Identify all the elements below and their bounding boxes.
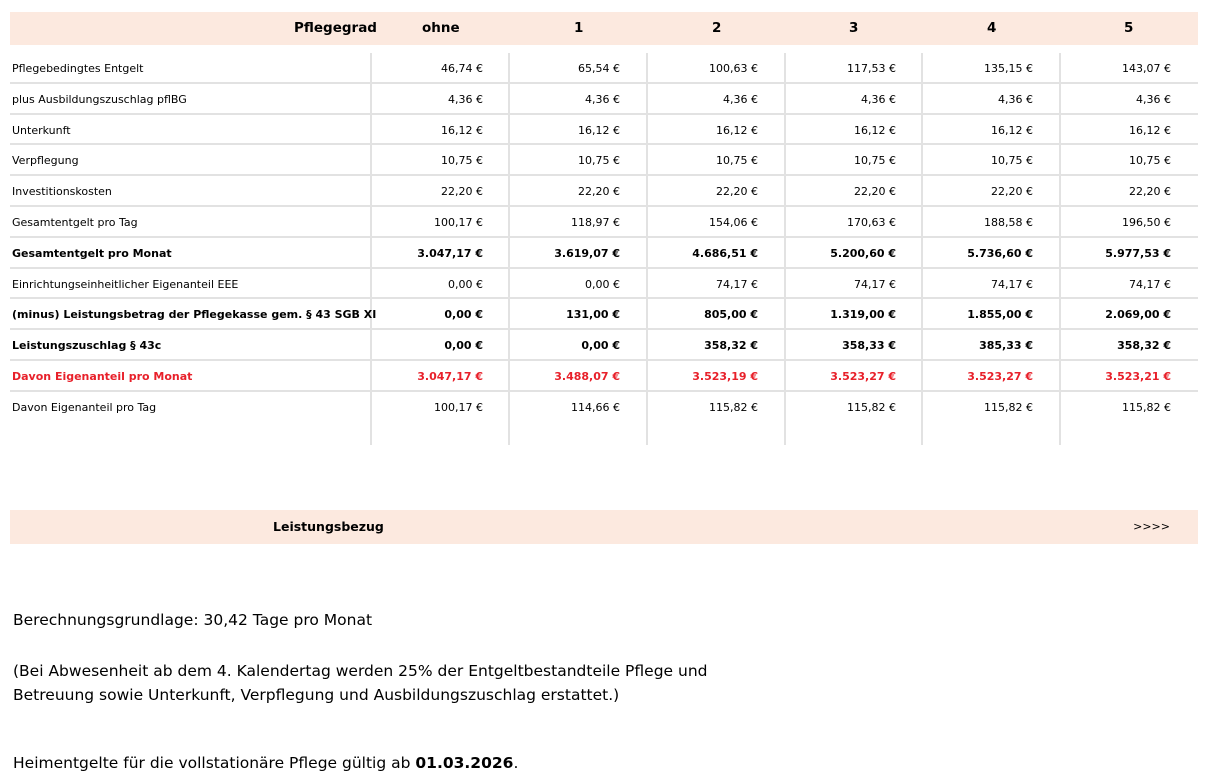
row-label: (minus) Leistungsbetrag der Pflegekasse gem. § 43 SGB XI: [12, 308, 377, 322]
value-cell: 46,74 €: [441, 62, 483, 75]
row-label: Verpflegung: [12, 154, 79, 168]
table-row: [10, 269, 1198, 300]
value-cell: 2.069,00 €: [1105, 308, 1171, 322]
validity-date: 01.03.2026: [415, 754, 514, 772]
value-cell: 100,63 €: [709, 62, 758, 75]
value-cell: 4,36 €: [861, 92, 896, 106]
value-cell: 10,75 €: [716, 154, 758, 168]
value-cell: 10,75 €: [1129, 154, 1171, 168]
row-label: Einrichtungseinheitlicher Eigenanteil EEE: [12, 277, 239, 291]
value-cell: 385,33 €: [979, 339, 1033, 353]
validity-note: [13, 751, 518, 775]
table-row: [10, 330, 1198, 361]
value-cell: 22,20 €: [991, 185, 1033, 199]
value-cell: 4,36 €: [448, 92, 483, 106]
value-cell: 16,12 €: [578, 123, 620, 137]
value-cell: 65,54 €: [578, 62, 620, 75]
row-label: Unterkunft: [12, 123, 71, 137]
value-cell: 10,75 €: [991, 154, 1033, 168]
value-cell: 22,20 €: [578, 185, 620, 199]
value-cell: 16,12 €: [716, 123, 758, 137]
value-cell: 74,17 €: [854, 277, 896, 291]
value-cell: 115,82 €: [1122, 400, 1171, 414]
value-cell: 135,15 €: [984, 62, 1033, 75]
value-cell: 115,82 €: [984, 400, 1033, 414]
value-cell: 4,36 €: [998, 92, 1033, 106]
table-row: [10, 84, 1198, 115]
value-cell: 0,00 €: [585, 277, 620, 291]
value-cell: 22,20 €: [854, 185, 896, 199]
grade-5: 5: [1124, 20, 1134, 36]
value-cell: 3.523,19 €: [692, 369, 758, 383]
value-cell: 118,97 €: [571, 215, 620, 229]
row-label: Investitionskosten: [12, 185, 112, 199]
leistungsbezug-bar: [10, 510, 1198, 544]
table-row: [10, 115, 1198, 146]
table-row: [10, 176, 1198, 207]
grade-ohne: ohne: [422, 20, 460, 36]
value-cell: 170,63 €: [847, 215, 896, 229]
value-cell: 358,32 €: [1117, 339, 1171, 353]
row-label: Davon Eigenanteil pro Monat: [12, 369, 193, 383]
value-cell: 131,00 €: [566, 308, 620, 322]
value-cell: 358,32 €: [704, 339, 758, 353]
calculation-basis: Berechnungsgrundlage: 30,42 Tage pro Monat: [13, 611, 373, 629]
row-label: Pflegebedingtes Entgelt: [12, 62, 144, 75]
value-cell: 74,17 €: [716, 277, 758, 291]
table-row: [10, 361, 1198, 392]
table-row: [10, 392, 1198, 423]
value-cell: 5.977,53 €: [1105, 246, 1171, 260]
value-cell: 358,33 €: [842, 339, 896, 353]
value-cell: 1.319,00 €: [830, 308, 896, 322]
row-label: plus Ausbildungszuschlag pflBG: [12, 92, 187, 106]
value-cell: 4.686,51 €: [692, 246, 758, 260]
value-cell: 154,06 €: [709, 215, 758, 229]
validity-suffix: .: [513, 754, 519, 772]
value-cell: 114,66 €: [571, 400, 620, 414]
value-cell: 74,17 €: [1129, 277, 1171, 291]
value-cell: 188,58 €: [984, 215, 1033, 229]
value-cell: 16,12 €: [1129, 123, 1171, 137]
value-cell: 117,53 €: [847, 62, 896, 75]
grade-2: 2: [712, 20, 722, 36]
value-cell: 4,36 €: [585, 92, 620, 106]
value-cell: 16,12 €: [854, 123, 896, 137]
value-cell: 3.047,17 €: [417, 369, 483, 383]
pflegegrad-label: Pflegegrad: [294, 20, 377, 36]
value-cell: 22,20 €: [1129, 185, 1171, 199]
value-cell: 4,36 €: [723, 92, 758, 106]
value-cell: 22,20 €: [441, 185, 483, 199]
table-row: [10, 238, 1198, 269]
value-cell: 805,00 €: [704, 308, 758, 322]
value-cell: 16,12 €: [991, 123, 1033, 137]
table-row: [10, 53, 1198, 84]
value-cell: 10,75 €: [441, 154, 483, 168]
value-cell: 115,82 €: [709, 400, 758, 414]
value-cell: 16,12 €: [441, 123, 483, 137]
row-label: Davon Eigenanteil pro Tag: [12, 400, 157, 414]
table-row: [10, 145, 1198, 176]
value-cell: 143,07 €: [1122, 62, 1171, 75]
value-cell: 22,20 €: [716, 185, 758, 199]
value-cell: 10,75 €: [854, 154, 896, 168]
table-header: [10, 12, 1198, 45]
leistungsbezug-arrows[interactable]: >>>>: [1133, 520, 1170, 533]
table-row: [10, 299, 1198, 330]
value-cell: 0,00 €: [444, 339, 483, 353]
absence-note-line2: Betreuung sowie Unterkunft, Verpflegung und Ausbildungszuschlag erstattet.): [13, 686, 620, 704]
value-cell: 3.488,07 €: [554, 369, 620, 383]
grade-3: 3: [849, 20, 859, 36]
value-cell: 100,17 €: [434, 400, 483, 414]
row-label: Gesamtentgelt pro Monat: [12, 246, 172, 260]
value-cell: 5.200,60 €: [830, 246, 896, 260]
value-cell: 3.047,17 €: [417, 246, 483, 260]
grade-1: 1: [574, 20, 584, 36]
row-label: Gesamtentgelt pro Tag: [12, 215, 138, 229]
grade-4: 4: [987, 20, 997, 36]
validity-prefix: Heimentgelte für die vollstationäre Pflege gültig ab: [13, 754, 416, 772]
value-cell: 5.736,60 €: [967, 246, 1033, 260]
table-row: [10, 207, 1198, 238]
value-cell: 74,17 €: [991, 277, 1033, 291]
value-cell: 3.523,27 €: [830, 369, 896, 383]
value-cell: 0,00 €: [448, 277, 483, 291]
value-cell: 0,00 €: [581, 339, 620, 353]
cost-table: [10, 53, 1198, 423]
value-cell: 3.523,21 €: [1105, 369, 1171, 383]
value-cell: 10,75 €: [578, 154, 620, 168]
value-cell: 115,82 €: [847, 400, 896, 414]
value-cell: 3.619,07 €: [554, 246, 620, 260]
value-cell: 100,17 €: [434, 215, 483, 229]
value-cell: 0,00 €: [444, 308, 483, 322]
value-cell: 1.855,00 €: [967, 308, 1033, 322]
value-cell: 3.523,27 €: [967, 369, 1033, 383]
absence-note-line1: (Bei Abwesenheit ab dem 4. Kalendertag werden 25% der Entgeltbestandteile Pflege und: [13, 662, 708, 680]
value-cell: 4,36 €: [1136, 92, 1171, 106]
value-cell: 196,50 €: [1122, 215, 1171, 229]
row-label: Leistungszuschlag § 43c: [12, 339, 162, 353]
leistungsbezug-label: Leistungsbezug: [273, 519, 384, 534]
